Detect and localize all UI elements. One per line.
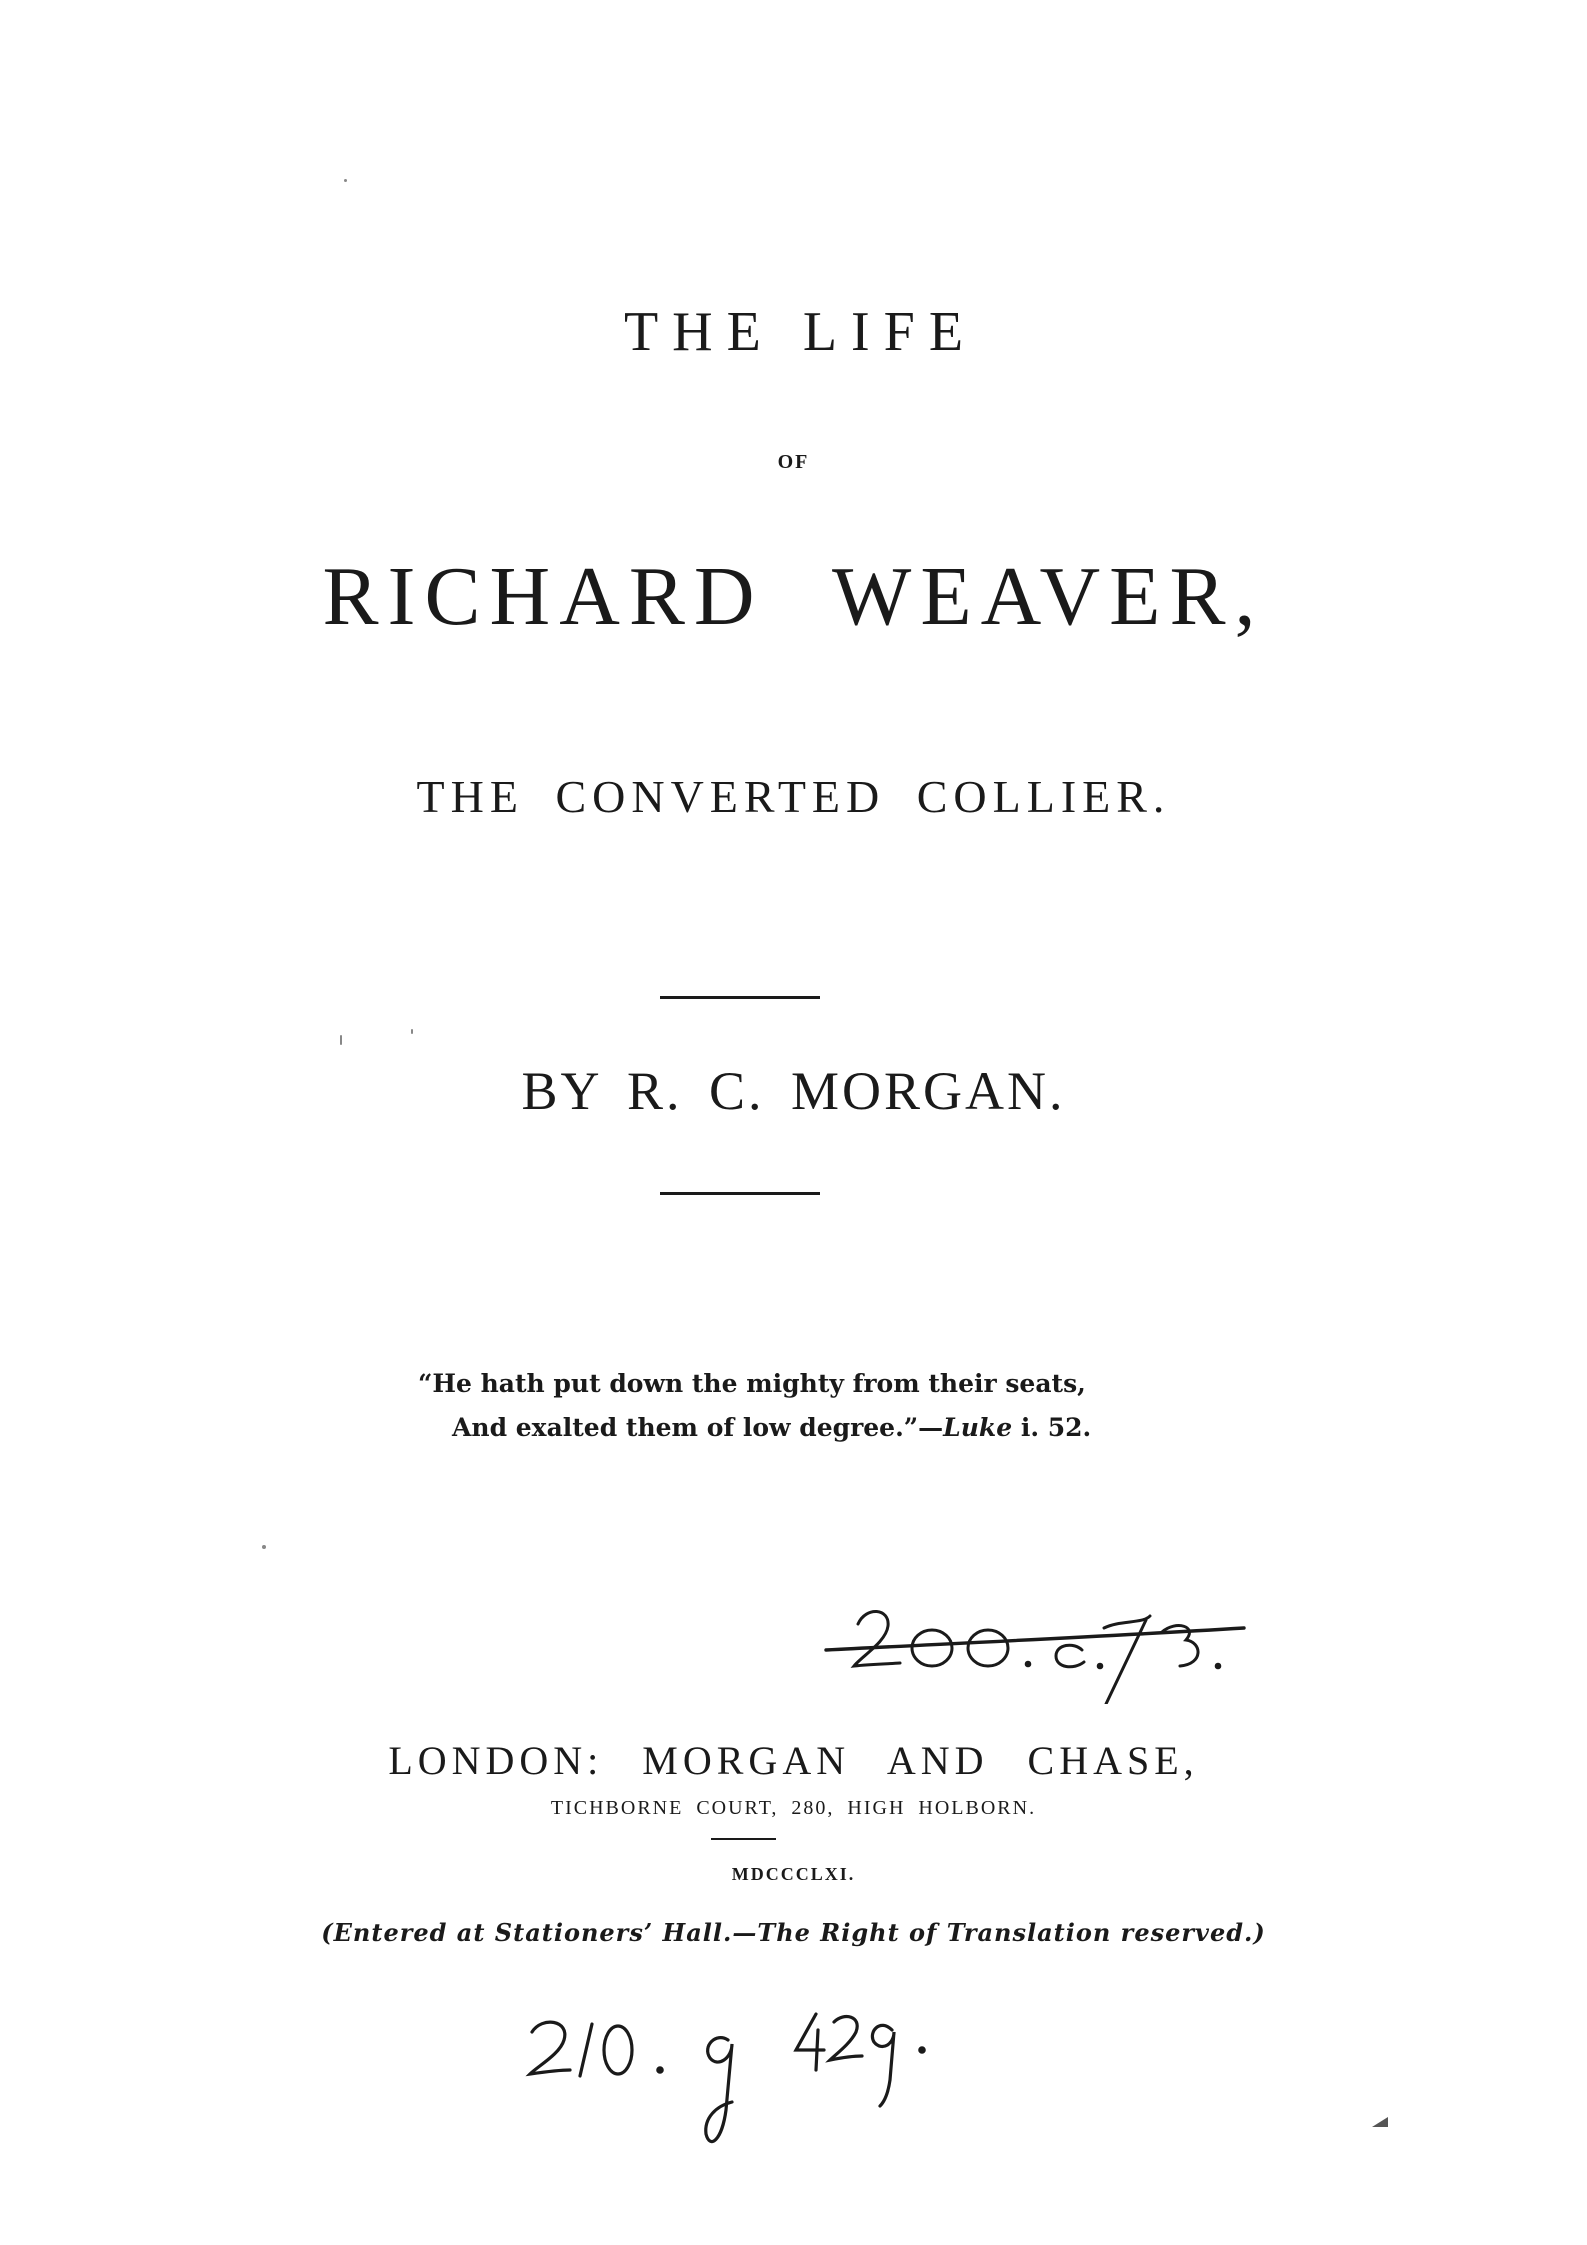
struck-shelfmark-handwriting [820,1584,1250,1704]
epigraph-reference-verse: i. 52. [1012,1413,1092,1442]
rule-below-author [660,1192,820,1195]
epigraph-line-2-text: And exalted them of low degree.”— [452,1413,944,1442]
title-line-the-life: THE LIFE [623,301,978,363]
imprint-address: TICHBORNE COURT, 280, HIGH HOLBORN. [550,1797,1037,1819]
scan-speck [262,1545,266,1549]
author-line: BY R. C. MORGAN. [521,1061,1066,1121]
imprint-year: MDCCCLXI. [731,1864,856,1884]
imprint-city-publisher: LONDON: MORGAN AND CHASE, [388,1738,1199,1783]
rule-above-year [711,1838,776,1840]
epigraph-line-2 [418,1406,1091,1450]
imprint-copyright-note: (Entered at Stationers’ Hall.—The Right of Translation reserved.) [321,1918,1266,1947]
scan-speck [411,1029,413,1034]
rule-above-author [660,996,820,999]
subtitle: THE CONVERTED COLLIER. [416,771,1171,822]
epigraph [418,1362,1091,1450]
title-line-of: OF [777,451,810,473]
epigraph-line-1: “He hath put down the mighty from their seats, [418,1369,1086,1398]
corner-mark [1372,2117,1388,2127]
title-line-name: RICHARD WEAVER, [322,550,1265,643]
scan-speck [344,179,347,182]
epigraph-reference-book: Luke [943,1413,1013,1442]
scan-speck [340,1035,342,1045]
handwritten-shelfmark [520,2010,1040,2160]
